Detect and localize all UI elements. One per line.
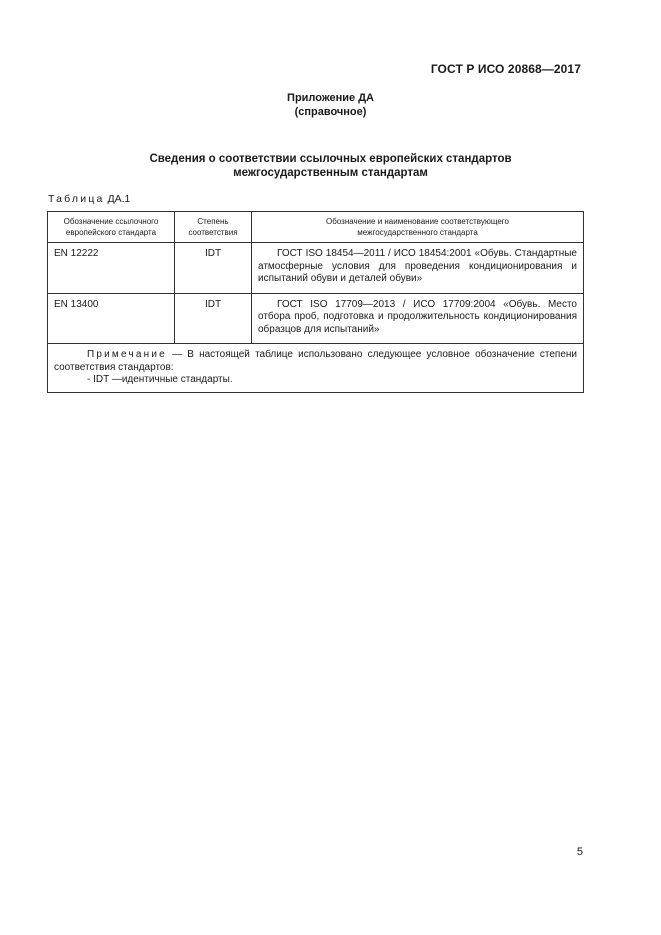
annex-title: Приложение ДА [287,92,374,104]
note-label: Примечание [87,349,167,360]
section-title-line-1: Сведения о соответствии ссылочных европейских стандартов [149,153,512,165]
header-interstate-line-2: межгосударственного стандарта [357,228,478,237]
header-degree [175,212,252,243]
section-title-line-2: межгосударственным стандартам [233,167,428,179]
table-caption-number: ДА.1 [107,193,131,205]
table-note-row [48,344,584,393]
note-item: - IDT —идентичные стандарты. [87,374,233,385]
table-header-row [48,212,584,243]
table-caption [48,193,130,205]
page-number: 5 [576,846,583,858]
note-paragraph [54,349,577,374]
header-degree-line-2: соответствия [188,228,238,237]
document-code: ГОСТ Р ИСО 20868—2017 [430,62,581,76]
cell-interstate-standard: ГОСТ ISO 18454—2011 / ИСО 18454:2001 «Обувь. Стандартные атмосферные условия для проведения кондиционирования и испытаний обуви и деталей обуви» [252,243,584,294]
table-row [48,243,584,294]
table-caption-label: Таблица [48,193,105,205]
standards-table [47,211,584,393]
table-row [48,293,584,344]
cell-reference-standard: EN 12222 [48,243,175,294]
header-reference-line-1: Обозначение ссылочного [63,217,159,226]
section-title [0,152,661,180]
header-degree-line-1: Степень [197,217,229,226]
header-reference-standard [48,212,175,243]
note-text: — В настоящей таблице использовано следующее условное обозначение степени соответствия стандартов: [54,349,577,373]
cell-degree: IDT [175,293,252,344]
cell-reference-standard: EN 13400 [48,293,175,344]
cell-interstate-standard: ГОСТ ISO 17709—2013 / ИСО 17709:2004 «Обувь. Место отбора проб, подготовка и продолжительность кондиционирования образцов для испытаний» [252,293,584,344]
header-interstate-standard [252,212,584,243]
table-note [48,344,584,393]
header-interstate-line-1: Обозначение и наименование соответствующего [326,217,509,226]
annex-kind: (справочное) [294,106,367,118]
header-reference-line-2: европейского стандарта [65,228,157,237]
annex-heading [0,91,661,119]
cell-degree: IDT [175,243,252,294]
